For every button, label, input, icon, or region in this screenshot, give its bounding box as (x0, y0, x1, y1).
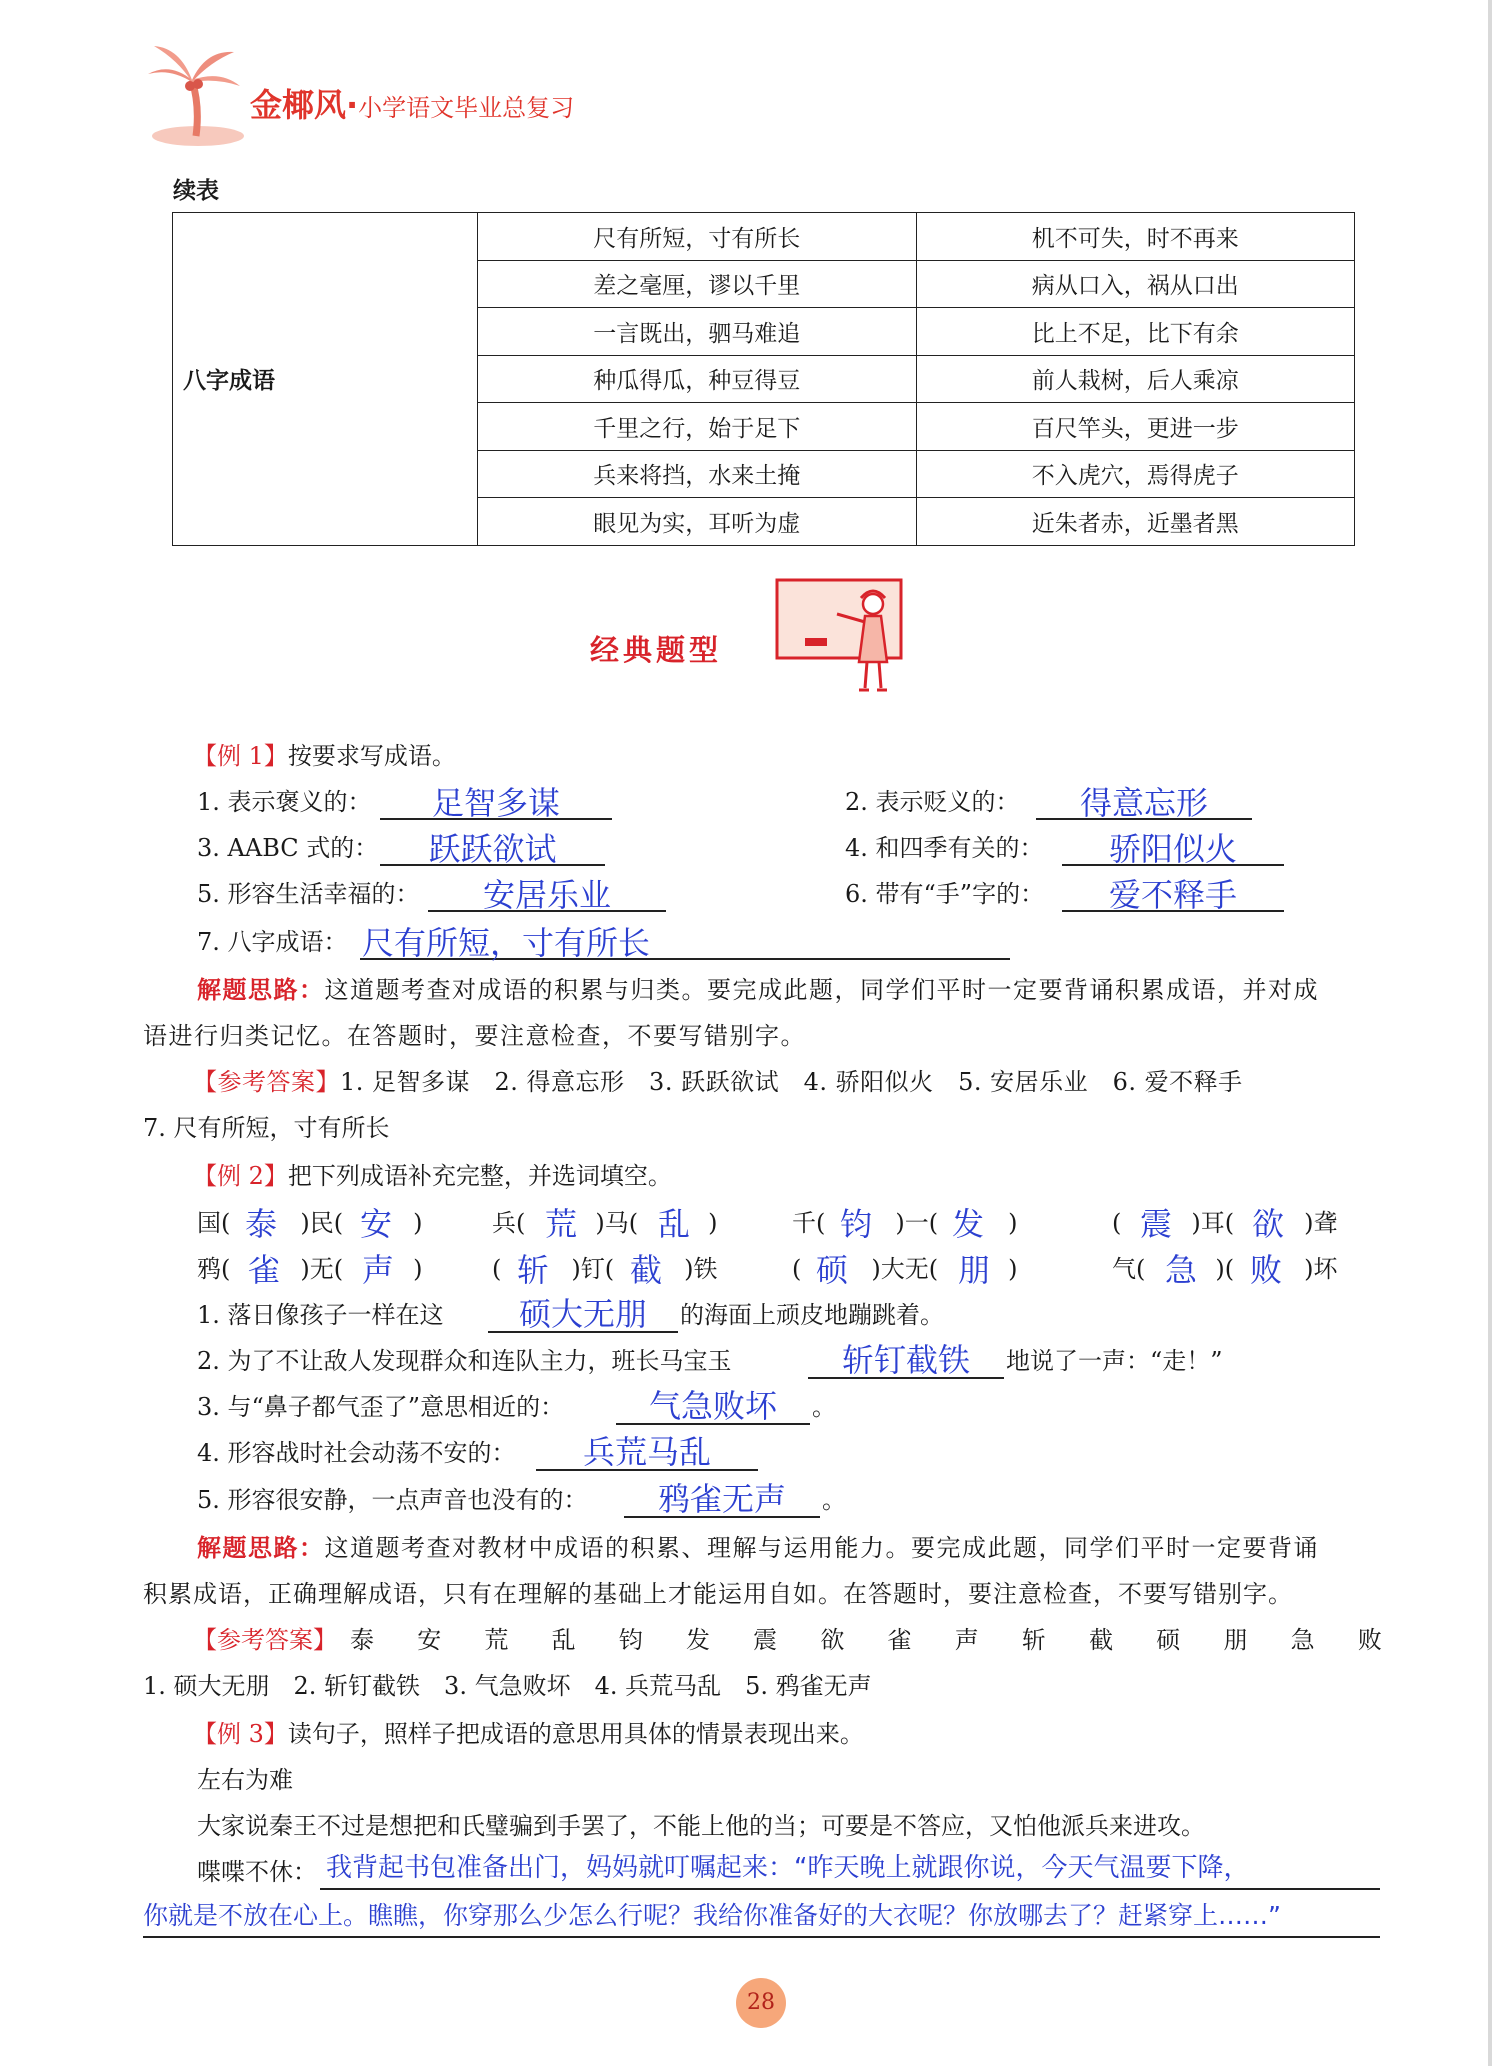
section-title: 经典题型 (590, 633, 723, 667)
reference-char: 朋 (1223, 1626, 1248, 1654)
idiom-fragment: ) (1008, 1209, 1018, 1237)
handwritten-fill: 震 (1140, 1205, 1173, 1243)
analysis-label: 解题思路： (197, 976, 325, 1004)
sentence-prefix: 5. 形容很安静，一点声音也没有的： (197, 1486, 588, 1514)
handwritten-answer: 安居乐业 (482, 876, 611, 914)
example2-analysis (197, 1532, 1319, 1564)
reference-char: 败 (1357, 1626, 1382, 1654)
example1-heading (193, 740, 456, 772)
handwritten-answer: 骄阳似火 (1108, 830, 1237, 868)
idiom-fragment: 鸦( (197, 1255, 231, 1283)
idiom-fragment: )聋 (1304, 1209, 1338, 1237)
table-cell: 尺有所短，寸有所长 (478, 213, 917, 261)
example1-prompt: 按要求写成语。 (287, 742, 456, 770)
idiom-fragment: ) (413, 1255, 423, 1283)
idiom-blank-row (1112, 1253, 1337, 1285)
idiom-fragment: )耳( (1191, 1209, 1235, 1237)
table-cell: 千里之行，始于足下 (478, 403, 917, 451)
reference-char: 声 (954, 1626, 979, 1654)
brand-name: 金椰风 (250, 86, 347, 124)
idiom-fragment: )钉( (571, 1255, 615, 1283)
idiom-fragment: 千( (792, 1209, 826, 1237)
example1-analysis (197, 974, 1319, 1006)
teacher-blackboard-icon (775, 578, 915, 708)
reference-char: 雀 (887, 1626, 912, 1654)
reference-label: 【参考答案】 (193, 1068, 340, 1096)
handwritten-answer: 得意忘形 (1079, 784, 1208, 822)
sentence-suffix: 的海面上顽皮地蹦跳着。 (680, 1301, 944, 1329)
page-number: 28 (736, 1978, 786, 2028)
example1-reference (193, 1066, 1243, 1098)
answer-underline (320, 1888, 1380, 1890)
reference-char: 截 (1089, 1626, 1114, 1654)
reference-text: 7. 尺有所短，寸有所长 (143, 1114, 390, 1142)
example3-tag: 【例 3】 (193, 1720, 288, 1748)
idiom-fragment: )民( (300, 1209, 344, 1237)
example3-heading (193, 1718, 864, 1750)
example1-item-label: 3. AABC 式的： (197, 834, 379, 862)
reference-char: 欲 (820, 1626, 845, 1654)
example3-prompt: 读句子，照样子把成语的意思用具体的情景表现出来。 (287, 1720, 864, 1748)
table-cell: 不入虎穴，焉得虎子 (916, 450, 1355, 498)
example2-tag: 【例 2】 (193, 1162, 288, 1190)
handwritten-fill: 钧 (840, 1205, 873, 1243)
analysis-text: 这道题考查对成语的积累与归类。要完成此题，同学们平时一定要背诵积累成语，并对成 (324, 976, 1319, 1004)
reference-text: 1. 硕大无朋 2. 斩钉截铁 3. 气急败坏 4. 兵荒马乱 5. 鸦雀无声 (143, 1672, 872, 1700)
handwritten-fill: 欲 (1252, 1205, 1285, 1243)
reference-char: 安 (417, 1626, 442, 1654)
reference-char: 乱 (551, 1626, 576, 1654)
reference-char: 泰 (350, 1626, 374, 1654)
table-cell: 病从口入，祸从口出 (916, 260, 1355, 308)
idiom-fragment: 气( (1112, 1255, 1146, 1283)
reference-label: 【参考答案】 (193, 1626, 337, 1654)
handwritten-fill: 败 (1250, 1251, 1283, 1289)
idiom-fragment: ) (708, 1209, 718, 1237)
brand-title (250, 80, 574, 126)
handwritten-answer: 硕大无朋 (518, 1295, 647, 1333)
analysis-text: 这道题考查对教材中成语的积累、理解与运用能力。要完成此题，同学们平时一定要背诵 (324, 1534, 1319, 1562)
example2-heading (193, 1160, 672, 1192)
idiom-fragment: ( (792, 1255, 802, 1283)
handwritten-fill: 朋 (958, 1251, 991, 1289)
handwritten-answer: 鸦雀无声 (657, 1480, 786, 1518)
handwritten-answer: 气急败坏 (648, 1387, 777, 1425)
example1-item-label: 1. 表示褒义的： (197, 788, 372, 816)
brand-separator: · (346, 86, 359, 124)
handwritten-fill: 安 (360, 1205, 393, 1243)
handwritten-answer: 我背起书包准备出门，妈妈就叮嘱起来：“昨天晚上就跟你说，今天气温要下降， (326, 1853, 1250, 1883)
reference-char: 斩 (1021, 1626, 1046, 1654)
table-cell: 比上不足，比下有余 (916, 308, 1355, 356)
idiom-fragment: )坏 (1304, 1255, 1338, 1283)
handwritten-answer: 爱不释手 (1108, 876, 1237, 914)
sentence-prefix: 1. 落日像孩子一样在这 (197, 1301, 444, 1329)
handwritten-answer: 尺有所短，寸有所长 (362, 924, 651, 962)
sentence-suffix: 。 (812, 1393, 836, 1421)
reference-char: 钧 (618, 1626, 643, 1654)
example2-reference-label (193, 1624, 337, 1656)
handwritten-fill: 荒 (545, 1205, 578, 1243)
idiom-table (172, 212, 1355, 546)
example1-item-label: 2. 表示贬义的： (845, 788, 1020, 816)
idiom-fragment: )( (1215, 1255, 1235, 1283)
analysis-text: 语进行归类记忆。在答题时，要注意检查，不要写错别字。 (143, 1022, 806, 1050)
palm-tree-logo-icon (140, 40, 250, 150)
handwritten-fill: 硕 (816, 1251, 849, 1289)
handwritten-fill: 截 (630, 1251, 663, 1289)
table-cell: 近朱者赤，近墨者黑 (916, 498, 1355, 546)
example1-tag: 【例 1】 (193, 742, 288, 770)
handwritten-fill: 斩 (517, 1251, 550, 1289)
example1-item-label: 4. 和四季有关的： (845, 834, 1044, 862)
idiom-fragment: ) (1008, 1255, 1018, 1283)
table-cell: 兵来将挡，水来土掩 (478, 450, 917, 498)
example1-item-label: 6. 带有“手”字的： (845, 880, 1045, 908)
idiom-fragment: ( (1112, 1209, 1122, 1237)
idiom-fragment: )铁 (684, 1255, 718, 1283)
handwritten-fill: 乱 (658, 1205, 691, 1243)
handwritten-fill: 急 (1165, 1251, 1198, 1289)
brand-subtitle: 小学语文毕业总复习 (358, 94, 575, 122)
table-cell: 百尺竿头，更进一步 (916, 403, 1355, 451)
handwritten-fill: 泰 (245, 1205, 278, 1243)
idiom-fragment: 国( (197, 1209, 231, 1237)
handwritten-fill: 声 (362, 1251, 395, 1289)
example1-item-label: 5. 形容生活幸福的： (197, 880, 420, 908)
idiom-fragment: )马( (595, 1209, 639, 1237)
reference-text: 1. 足智多谋 2. 得意忘形 3. 跃跃欲试 4. 骄阳似火 5. 安居乐业 6. 爱不释手 (340, 1068, 1243, 1096)
example3-target-label: 喋喋不休： (197, 1858, 317, 1886)
idiom-fragment: )大无( (871, 1255, 939, 1283)
table-cell: 机不可失，时不再来 (916, 213, 1355, 261)
idiom-fragment: ) (413, 1209, 423, 1237)
idiom-fragment: ( (492, 1255, 502, 1283)
table-cell: 一言既出，驷马难追 (478, 308, 917, 356)
sentence-suffix: 。 (822, 1486, 846, 1514)
sentence-prefix: 4. 形容战时社会动荡不安的： (197, 1439, 516, 1467)
reference-char: 硕 (1156, 1626, 1181, 1654)
reference-char: 震 (753, 1626, 778, 1654)
sentence-prefix: 2. 为了不让敌人发现群众和连队主力，班长马宝玉 (197, 1347, 732, 1375)
table-cell: 眼见为实，耳听为虚 (478, 498, 917, 546)
reference-char: 荒 (484, 1626, 509, 1654)
handwritten-answer: 跃跃欲试 (428, 830, 557, 868)
table-row (173, 213, 1355, 261)
scan-edge (1488, 0, 1492, 2066)
answer-underline (143, 1936, 1380, 1938)
handwritten-answer: 足智多谋 (431, 784, 560, 822)
table-cell: 种瓜得瓜，种豆得豆 (478, 355, 917, 403)
analysis-text: 积累成语，正确理解成语，只有在理解的基础上才能运用自如。在答题时，要注意检查，不要写错别字。 (143, 1580, 1293, 1608)
reference-characters (350, 1624, 1382, 1656)
example1-item-label: 7. 八字成语： (197, 928, 348, 956)
handwritten-fill: 雀 (248, 1251, 281, 1289)
reference-char: 急 (1290, 1626, 1315, 1654)
sentence-prefix: 3. 与“鼻子都气歪了”意思相近的： (197, 1393, 565, 1421)
table-cell: 前人栽树，后人乘凉 (916, 355, 1355, 403)
idiom-fragment: )一( (895, 1209, 939, 1237)
example2-prompt: 把下列成语补充完整，并选词填空。 (287, 1162, 672, 1190)
idiom-fragment: )无( (300, 1255, 344, 1283)
handwritten-answer: 兵荒马乱 (582, 1433, 711, 1471)
example3-sample: 大家说秦王不过是想把和氏璧骗到手罢了，不能上他的当；可要是不答应，又怕他派兵来进攻。 (197, 1812, 1205, 1840)
table-cell: 差之毫厘，谬以千里 (478, 260, 917, 308)
table-caption: 续表 (173, 178, 219, 204)
handwritten-answer: 斩钉截铁 (841, 1341, 970, 1379)
handwritten-answer: 你就是不放在心上。瞧瞧，你穿那么少怎么行呢？我给你准备好的大衣呢？你放哪去了？赶紧穿上……” (143, 1901, 1281, 1930)
analysis-label: 解题思路： (197, 1534, 325, 1562)
example3-idiom: 左右为难 (197, 1766, 293, 1794)
sentence-suffix: 地说了一声：“走！” (1006, 1347, 1223, 1375)
idiom-fragment: 兵( (492, 1209, 526, 1237)
handwritten-fill: 发 (952, 1205, 985, 1243)
table-category: 八字成语 (173, 213, 478, 546)
reference-char: 发 (685, 1626, 710, 1654)
